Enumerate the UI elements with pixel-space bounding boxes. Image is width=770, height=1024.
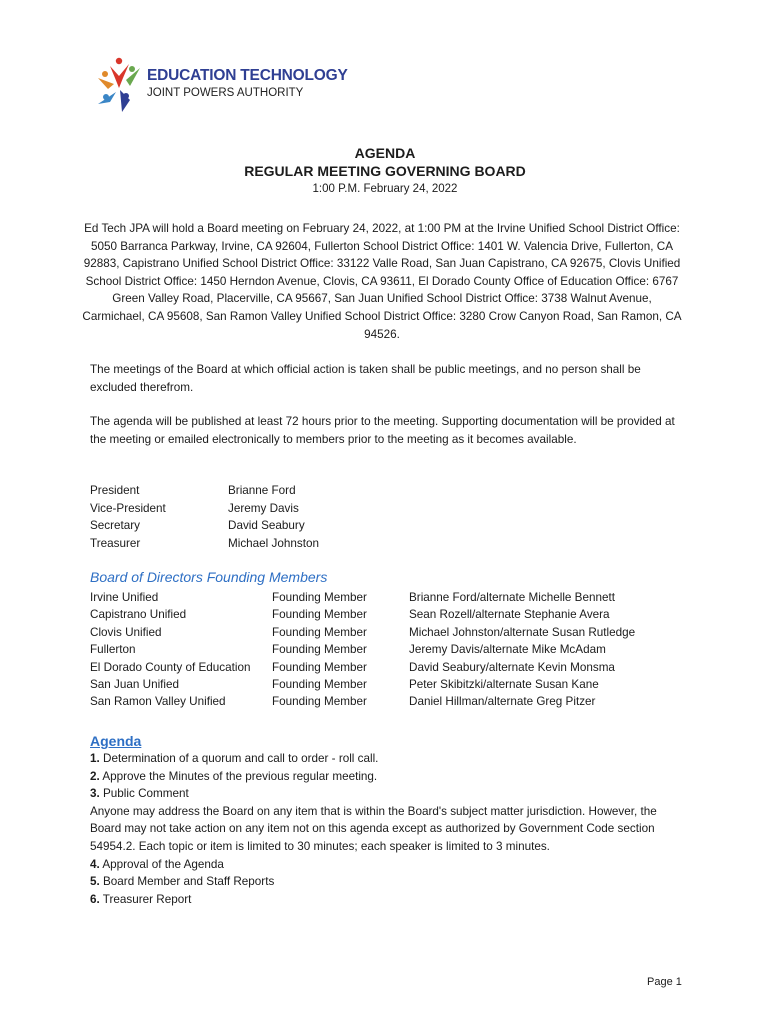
member-district: Fullerton bbox=[90, 643, 136, 657]
agenda-item bbox=[90, 750, 690, 768]
member-status: Founding Member bbox=[272, 678, 367, 692]
agenda-item-text: Treasurer Report bbox=[102, 892, 192, 906]
member-status: Founding Member bbox=[272, 695, 367, 709]
agenda-publication-paragraph: The agenda will be published at least 72 hours prior to the meeting. Supporting documentation will be provided at the meeting or emailed electronically to members prior to the meeting as it becomes available. bbox=[90, 415, 675, 446]
officer-name: Michael Johnston bbox=[228, 536, 319, 550]
officer-row bbox=[90, 535, 319, 553]
officer-role: Treasurer bbox=[90, 536, 141, 550]
member-district: Clovis Unified bbox=[90, 625, 162, 639]
meeting-datetime: 1:00 P.M. February 24, 2022 bbox=[312, 183, 458, 195]
page-number: Page 1 bbox=[647, 976, 682, 988]
public-comment-note: Anyone may address the Board on any item that is within the Board's subject matter jurisdiction. However, the Board may not take action on any item not on this agenda except as authorized by Government Code section 54954.2. Each topic or item is limited to 30 minutes; each speaker is limited to 3 minutes. bbox=[90, 804, 657, 853]
member-representative: Peter Skibitzki/alternate Susan Kane bbox=[409, 678, 599, 692]
member-status: Founding Member bbox=[272, 625, 367, 639]
member-representative: David Seabury/alternate Kevin Monsma bbox=[409, 660, 615, 674]
member-row bbox=[90, 641, 635, 658]
member-representative: Daniel Hillman/alternate Greg Pitzer bbox=[409, 695, 596, 709]
logo-figures-icon bbox=[96, 56, 146, 116]
logo-subtitle: JOINT POWERS AUTHORITY bbox=[147, 87, 304, 99]
member-representative: Brianne Ford/alternate Michelle Bennett bbox=[409, 591, 615, 604]
member-status: Founding Member bbox=[272, 608, 367, 622]
agenda-item-text: Public Comment bbox=[103, 787, 189, 801]
officer-name: Brianne Ford bbox=[228, 484, 296, 497]
member-district: San Ramon Valley Unified bbox=[90, 695, 226, 709]
agenda-item-number: 4. bbox=[90, 857, 100, 871]
member-status: Founding Member bbox=[272, 591, 367, 604]
officers-list bbox=[90, 482, 319, 552]
officer-name: Jeremy Davis bbox=[228, 501, 299, 515]
member-status: Founding Member bbox=[272, 643, 367, 657]
officer-role: Vice-President bbox=[90, 501, 166, 515]
agenda-item-number: 6. bbox=[90, 892, 100, 906]
member-row bbox=[90, 589, 635, 606]
member-district: Capistrano Unified bbox=[90, 608, 187, 622]
member-representative: Sean Rozell/alternate Stephanie Avera bbox=[409, 608, 610, 622]
logo bbox=[96, 56, 386, 116]
officer-row bbox=[90, 500, 319, 518]
member-status: Founding Member bbox=[272, 660, 367, 674]
officer-row bbox=[90, 482, 319, 500]
agenda-item bbox=[90, 768, 690, 786]
board-members-list bbox=[90, 589, 635, 711]
member-row bbox=[90, 676, 635, 693]
intro-paragraph: Ed Tech JPA will hold a Board meeting on February 24, 2022, at 1:00 PM at the Irvine Unified School District Office: 5050 Barranca Parkway, Irvine, CA 92604, Fullerton School District Office: 1401 W. Valencia Drive, Fullerton, CA 92883, Capistrano Unified School District Office: 33122 Valle Road, San Juan Capistrano, CA 92675, Clovis Unified School District Office: 1450 Herndon Avenue, Clovis, CA 93611, El Dorado County Office of Education Office: 6767 Green Valley Road, Placerville, CA 95667, San Juan Unified School District Office: 3738 Walnut Avenue, Carmichael, CA 95608, San Ramon Valley Unified School District Office: 3280 Crow Canyon Road, San Ramon, CA 94526. bbox=[82, 222, 682, 341]
agenda-item bbox=[90, 891, 690, 909]
public-meeting-paragraph: The meetings of the Board at which official action is taken shall be public meetings, and no person shall be excluded therefrom. bbox=[90, 363, 641, 394]
member-representative: Michael Johnston/alternate Susan Rutledge bbox=[409, 625, 636, 639]
officer-name: David Seabury bbox=[228, 519, 305, 532]
agenda-item bbox=[90, 856, 690, 874]
officer-role: Secretary bbox=[90, 519, 141, 532]
member-representative: Jeremy Davis/alternate Mike McAdam bbox=[409, 643, 606, 657]
agenda-section-title: Agenda bbox=[90, 733, 142, 749]
logo-title: EDUCATION TECHNOLOGY bbox=[147, 67, 348, 84]
officer-role: President bbox=[90, 484, 140, 497]
document-subtitle: REGULAR MEETING GOVERNING BOARD bbox=[244, 163, 526, 179]
officer-row bbox=[90, 517, 319, 535]
member-district: Irvine Unified bbox=[90, 591, 159, 604]
agenda-item-number: 5. bbox=[90, 875, 100, 889]
agenda-item bbox=[90, 785, 690, 803]
member-row bbox=[90, 659, 635, 676]
agenda-item-number: 3. bbox=[90, 787, 100, 801]
agenda-item-text: Approve the Minutes of the previous regular meeting. bbox=[102, 769, 378, 783]
agenda-item-number: 1. bbox=[90, 752, 100, 765]
member-row bbox=[90, 606, 635, 623]
document-title: AGENDA bbox=[354, 145, 416, 161]
agenda-item-text: Approval of the Agenda bbox=[102, 857, 224, 871]
agenda-item-text: Determination of a quorum and call to order - roll call. bbox=[103, 752, 379, 765]
member-district: San Juan Unified bbox=[90, 678, 180, 692]
board-section-title: Board of Directors Founding Members bbox=[90, 569, 328, 585]
member-row bbox=[90, 624, 635, 641]
agenda-item-number: 2. bbox=[90, 769, 100, 783]
member-row bbox=[90, 693, 635, 710]
agenda-list bbox=[90, 750, 690, 908]
agenda-item-text: Board Member and Staff Reports bbox=[103, 875, 275, 889]
agenda-item bbox=[90, 873, 690, 891]
member-district: El Dorado County of Education bbox=[90, 660, 251, 674]
